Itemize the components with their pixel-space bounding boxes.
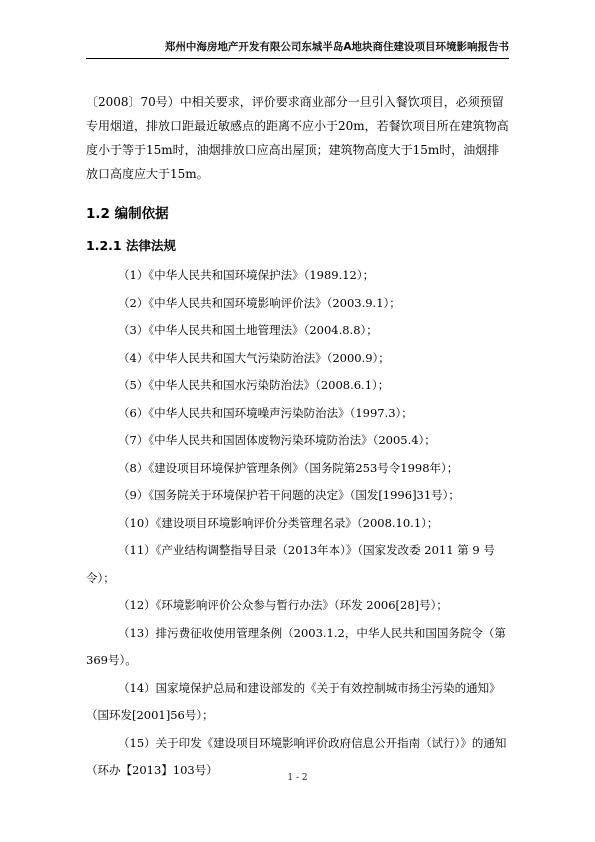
law-item: （12）《环境影响评价公众参与暂行办法》（环发 2006[28]号）； xyxy=(118,598,448,612)
law-item: （5）《中华人民共和国水污染防治法》（2008.6.1）； xyxy=(118,378,390,392)
law-item: （14）国家境保护总局和建设部发的《关于有效控制城市扬尘污染的通知》（国环发[2001]56号）； xyxy=(86,680,501,722)
law-list xyxy=(86,262,511,785)
law-item: （2）《中华人民共和国环境影响评价法》（2003.9.1）； xyxy=(118,295,401,310)
law-item: （13）排污费征收使用管理条例（2003.1.2，中华人民共和国国务院令（第369号）。 xyxy=(86,625,506,667)
law-item: （3）《中华人民共和国土地管理法》（2004.8.8）； xyxy=(118,323,378,337)
page-footer xyxy=(0,773,595,783)
section-heading: 1.2 编制依据 xyxy=(86,206,169,222)
law-item: （8）《建设项目环境保护管理条例》（国务院第253号令1998年）； xyxy=(118,460,459,475)
page-header xyxy=(86,38,509,59)
page-number: 1 - 2 xyxy=(287,773,308,783)
law-item: （4）《中华人民共和国大气污染防治法》（2000.9）； xyxy=(118,350,390,365)
law-item: （9）《国务院关于环境保护若干问题的决定》（国发[1996]31号）； xyxy=(118,488,460,502)
header-title: 郑州中海房地产开发有限公司东城半岛A地块商住建设项目环境影响报告书 xyxy=(164,41,509,53)
law-item: （1）《中华人民共和国环境保护法》（1989.12）； xyxy=(118,268,375,282)
intro-paragraph: 〔2008〕70号）中相关要求，评价要求商业部分一旦引入餐饮项目，必须预留专用烟道，排放口距最近敏感点的距离不应小于20m，若餐饮项目所在建筑物高度小于等于15m时，油烟排放口应高出屋顶；建筑物高度大于15m时，油烟排放口高度应大于15m。 xyxy=(86,95,509,181)
law-item: （15）关于印发《建设项目环境影响评价政府信息公开指南（试行）》的通知（环办【2013】103号） xyxy=(86,735,507,777)
subsection-heading: 1.2.1 法律法规 xyxy=(86,238,176,253)
law-item: （7）《中华人民共和国固体废物污染环境防治法》（2005.4）； xyxy=(118,433,436,447)
law-item: （10）《建设项目环境影响评价分类管理名录》（2008.10.1）； xyxy=(118,515,439,530)
law-item: （11）《产业结构调整指导目录（2013年本）》（国家发改委 2011 第 9 号令）； xyxy=(86,543,495,585)
law-item: （6）《中华人民共和国环境噪声污染防治法》（1997.3）； xyxy=(118,405,413,420)
